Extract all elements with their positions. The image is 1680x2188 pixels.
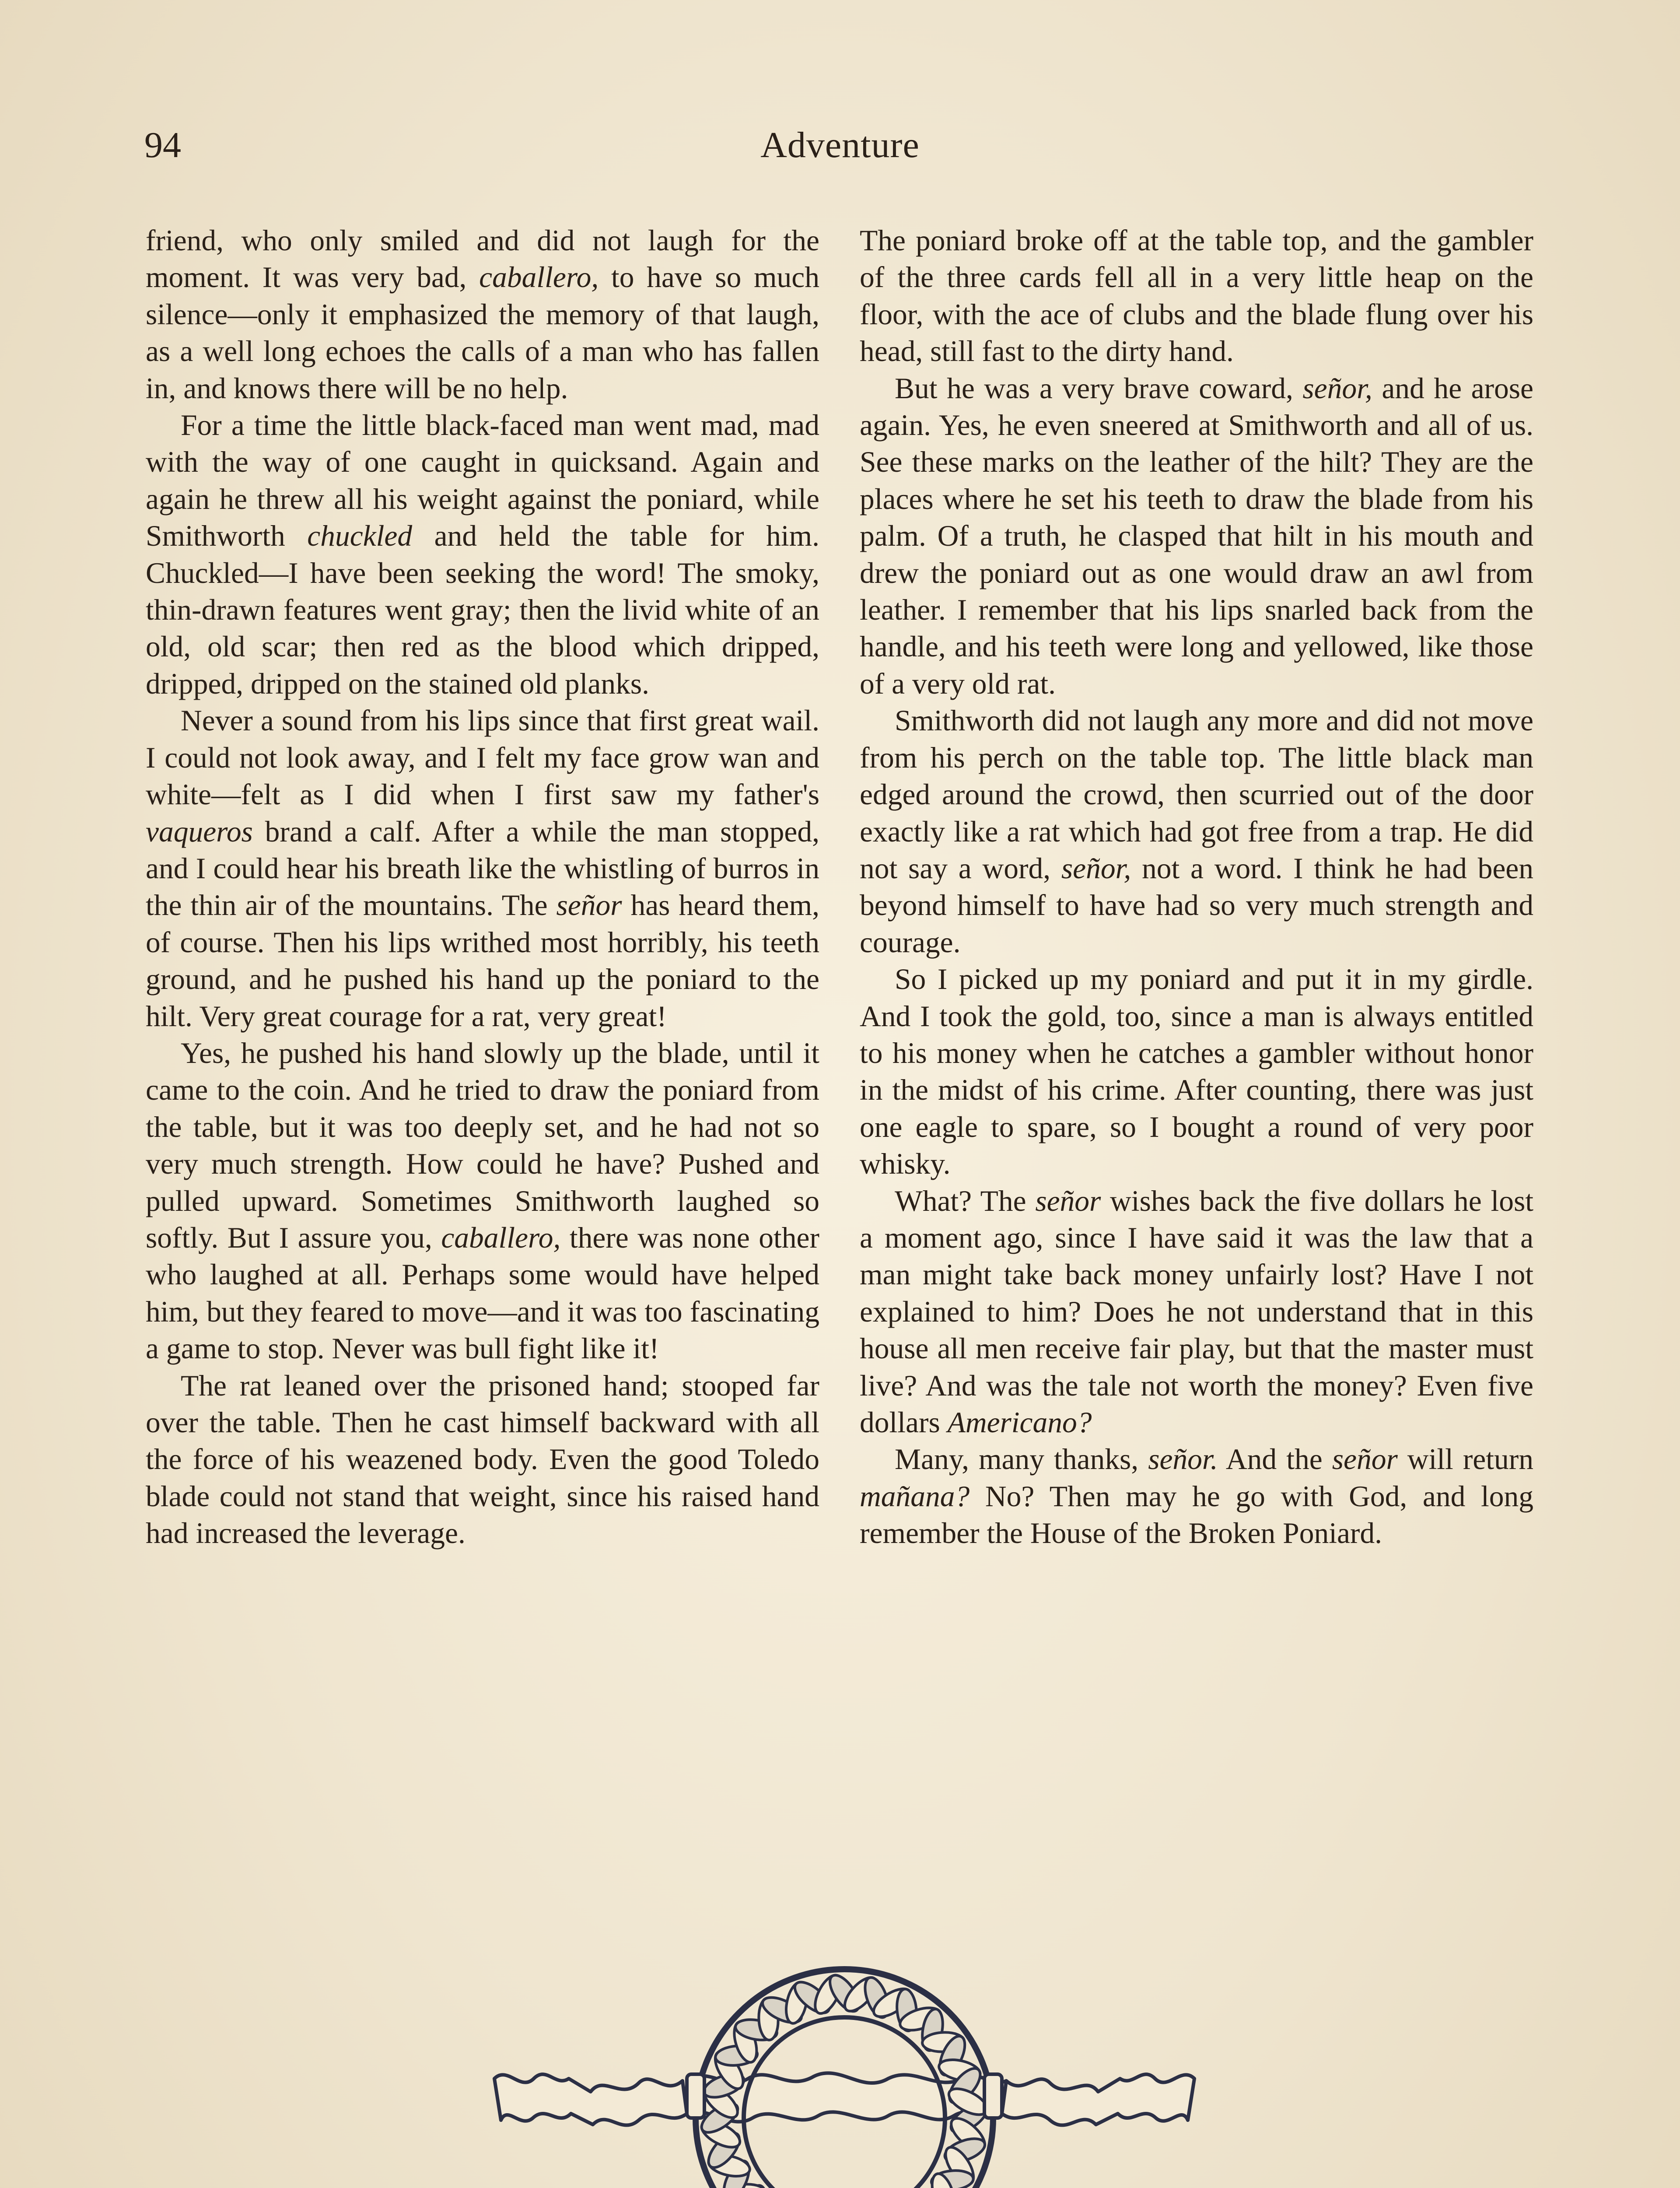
- ribbon-left: [494, 2074, 687, 2125]
- italic-text: señor,: [1061, 852, 1131, 885]
- text-run: brand a calf. After a while the man stopped, and I could hear his breath like the whistling of burros in the thin air of the mountains. The: [146, 815, 819, 922]
- paragraph: [860, 961, 1533, 1182]
- paragraph: [860, 370, 1533, 703]
- text-run: The rat leaned over the prisoned hand; stooped far over the table. Then he cast himself backward with all the force of his weazened body. Even the good Toledo blade could not stand that weight, since his raised hand had increased the leverage.: [146, 1369, 819, 1550]
- left-text-column: [146, 222, 819, 1552]
- italic-text: señor: [1035, 1184, 1101, 1217]
- right-text-column: [860, 222, 1533, 1552]
- text-run: Never a sound from his lips since that first great wail. I could not look away, and I felt my face grow wan and white—felt as I did when I first saw my father's: [146, 704, 819, 811]
- text-run: and held the table for him. Chuckled—I have been seeking the word! The smoky, thin-drawn features went gray; then the livid white of an old, old scar; then red as the blood which dripped, dripped, dripped on the stained old planks.: [146, 519, 819, 700]
- text-run: The poniard broke off at the table top, and the gambler of the three cards fell all in a very little heap on the floor, with the ace of clubs and the blade flung over his head, still fast to the dirty hand.: [860, 224, 1533, 368]
- italic-text: chuckled: [307, 519, 413, 553]
- text-run: has heard them, of course. Then his lips writhed most horribly, his teeth ground, and he pushed his hand up the poniard to the hilt. Very great courage for a rat, very great!: [146, 889, 819, 1033]
- page-number: 94: [144, 125, 181, 165]
- laurel-wreath-ribbon-icon: [481, 1947, 1208, 2188]
- text-run: and he arose again. Yes, he even sneered at Smithworth and all of us. See these marks on the leather of the hilt? They are the places where he set his teeth to draw the blade from his palm. Of a truth, he clasped that hilt in his mouth and drew the poniard out as one would draw an awl from leather. I remember that his lips snarled back from the handle, and his teeth were long and yellowed, like those of a very old rat.: [860, 372, 1533, 700]
- text-run: to have so much silence—only it emphasized the memory of that laugh, as a well long echoes the calls of a man who has fallen in, and knows there will be no help.: [146, 261, 820, 405]
- text-run: No? Then may he go with God, and long remember the House of the Broken Poniard.: [860, 1480, 1533, 1550]
- italic-text: Americano?: [947, 1406, 1092, 1439]
- paragraph: [860, 1183, 1533, 1441]
- text-run: And the: [1218, 1443, 1332, 1476]
- paragraph: [860, 1441, 1533, 1552]
- paragraph: [146, 222, 819, 407]
- text-run: there was none other who laughed at all. Perhaps some would have helped him, but they feared to move—and it was too fascinating a game to stop. Never was bull fight like it!: [146, 1221, 819, 1365]
- running-head-title: Adventure: [760, 125, 920, 165]
- paragraph: [146, 1368, 819, 1552]
- italic-text: caballero,: [479, 261, 599, 294]
- wreath-tie-left: [687, 2074, 704, 2118]
- text-run: So I picked up my poniard and put it in my girdle. And I took the gold, too, since a man is always entitled to his money when he catches a gambler without honor in the midst of his crime. After counting, there was just one eagle to spare, so I bought a round of very poor whisky.: [860, 963, 1533, 1181]
- text-run: will return: [1397, 1443, 1533, 1476]
- paragraph: [146, 407, 819, 702]
- wreath-tie-right: [984, 2074, 1002, 2118]
- text-run: wishes back the five dollars he lost a moment ago, since I have said it was the law that a man might take back money unfairly lost? Have I not explained to him? Does he not understand that in this house all men receive fair play, but that the master must live? And was the tale not worth the money? Even five dollars: [860, 1184, 1533, 1439]
- paragraph: [146, 702, 819, 1035]
- text-run: What? The: [895, 1184, 1036, 1217]
- italic-text: vaqueros: [146, 815, 253, 848]
- text-run: friend, who only smiled and did not laugh for the moment. It was very bad,: [146, 224, 819, 294]
- paragraph: [146, 1035, 819, 1368]
- italic-text: mañana?: [860, 1480, 970, 1513]
- text-run: For a time the little black-faced man went mad, mad with the way of one caught in quicksand. Again and again he threw all his weight against the poniard, while Smithworth: [146, 409, 819, 553]
- text-run: Yes, he pushed his hand slowly up the blade, until it came to the coin. And he tried to draw the poniard from the table, but it was too deeply set, and he had not so very much strength. How could he have? Pushed and pulled upward. Sometimes Smithworth laughed so softly. But I assure you,: [146, 1036, 819, 1254]
- ribbon-right: [1002, 2074, 1194, 2125]
- italic-text: caballero,: [441, 1221, 561, 1254]
- italic-text: señor: [1332, 1443, 1398, 1476]
- paragraph: [860, 702, 1533, 961]
- text-run: Smithworth did not laugh any more and did not move from his perch on the table top. The little black man edged around the crowd, then scurried out of the door exactly like a rat which had got free from a trap. He did not say a word,: [860, 704, 1533, 885]
- paragraph: [860, 222, 1533, 370]
- text-run: Many, many thanks,: [895, 1443, 1148, 1476]
- italic-text: señor: [556, 889, 622, 922]
- italic-text: señor,: [1302, 372, 1372, 405]
- text-run: But he was a very brave coward,: [895, 372, 1303, 405]
- italic-text: señor.: [1148, 1443, 1218, 1476]
- text-run: not a word. I think he had been beyond himself to have had so very much strength and courage.: [860, 852, 1534, 959]
